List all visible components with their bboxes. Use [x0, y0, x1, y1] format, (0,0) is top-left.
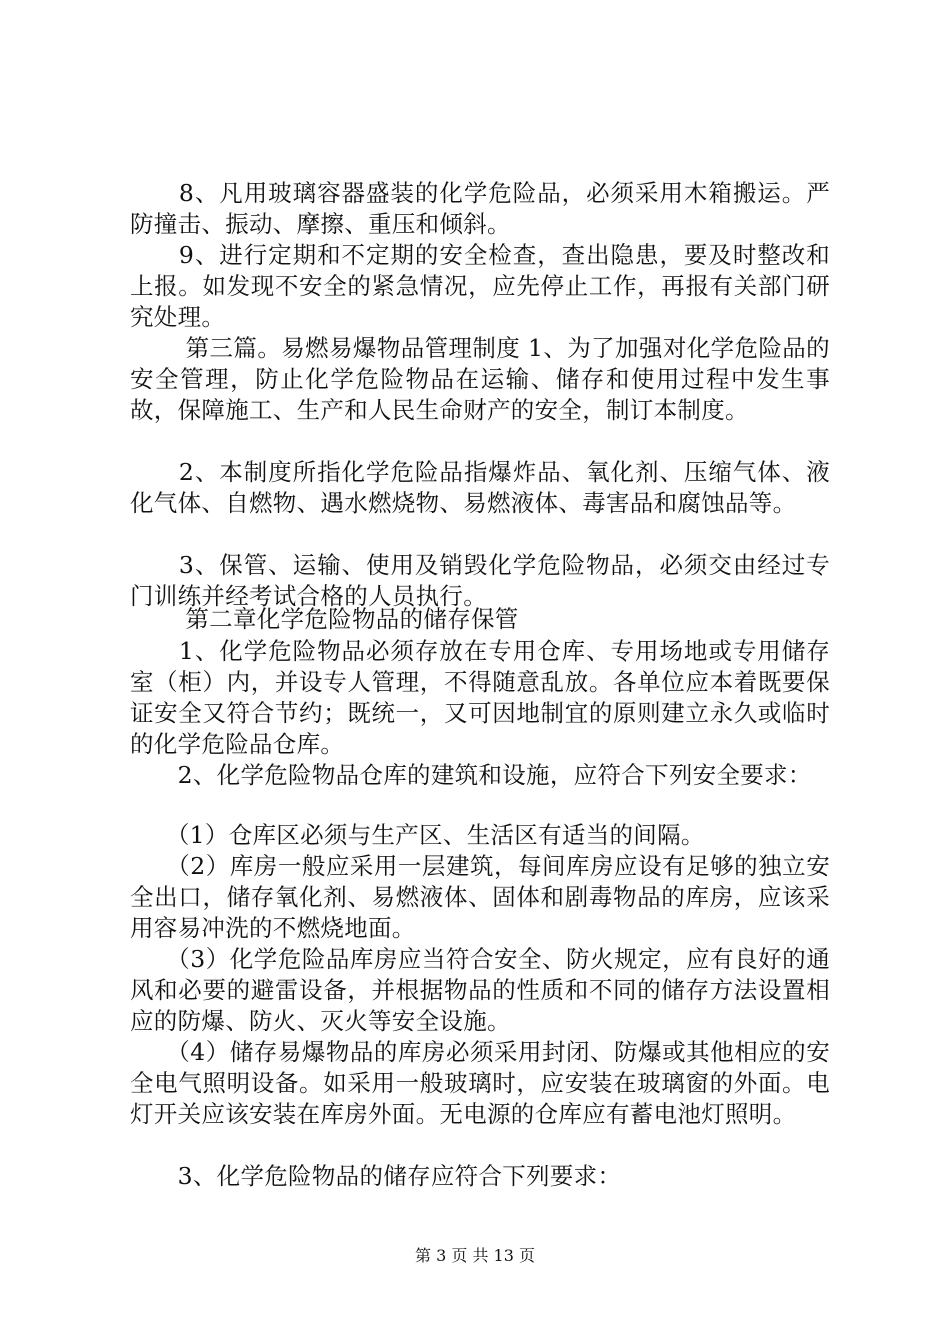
- item-2: （2）库房一般应采用一层建筑，每间库房应设有足够的独立安全出口，储存氧化剂、易燃液体、固体和剧毒物品的库房，应该采用容易冲洗的不燃烧地面。: [130, 852, 830, 942]
- paragraph-2-warehouse: 2、化学危险物品仓库的建筑和设施，应符合下列安全要求：: [130, 761, 812, 789]
- paragraph-3-personnel: 3、保管、运输、使用及销毁化学危险物品，必须交由经过专门训练并经考试合格的人员执行。: [130, 551, 830, 610]
- paragraph-1-storage: 1、化学危险物品必须存放在专用仓库、专用场地或专用储存室（柜）内，并设专人管理，不得随意乱放。各单位应本着既要保证安全又符合节约；既统一，又可因地制宜的原则建立永久或临时的化学危险品仓库。: [130, 637, 830, 758]
- paragraph-3-storage-requirements: 3、化学危险物品的储存应符合下列要求：: [130, 1162, 622, 1190]
- item-4: （4）储存易爆物品的库房必须采用封闭、防爆或其他相应的安全电气照明设备。如采用一般玻璃时，应安装在玻璃窗的外面。电灯开关应该安装在库房外面。无电源的仓库应有蓄电池灯照明。: [130, 1038, 830, 1128]
- paragraph-chapter-three: 第三篇。易燃易爆物品管理制度 1、为了加强对化学危险品的安全管理，防止化学危险物品在运输、储存和使用过程中发生事故，保障施工、生产和人民生命财产的安全，制订本制度。: [130, 334, 830, 424]
- chapter-two-heading: 第二章化学危险物品的储存保管: [130, 605, 519, 633]
- item-1: （1）仓库区必须与生产区、生活区有适当的间隔。: [130, 821, 705, 849]
- paragraph-2-scope: 2、本制度所指化学危险品指爆炸品、氧化剂、压缩气体、液化气体、自燃物、遇水燃烧物、易燃液体、毒害品和腐蚀品等。: [130, 458, 830, 517]
- paragraph-8: 8、凡用玻璃容器盛装的化学危险品，必须采用木箱搬运。严防撞击、振动、摩擦、重压和倾斜。: [130, 179, 830, 238]
- item-3: （3）化学危险品库房应当符合安全、防火规定，应有良好的通风和必要的避雷设备，并根据物品的性质和不同的储存方法设置相应的防爆、防火、灭火等安全设施。: [130, 945, 830, 1035]
- paragraph-9: 9、进行定期和不定期的安全检查，查出隐患，要及时整改和上报。如发现不安全的紧急情况，应先停止工作，再报有关部门研究处理。: [130, 241, 830, 331]
- page-footer: 第 3 页 共 13 页: [415, 1246, 535, 1265]
